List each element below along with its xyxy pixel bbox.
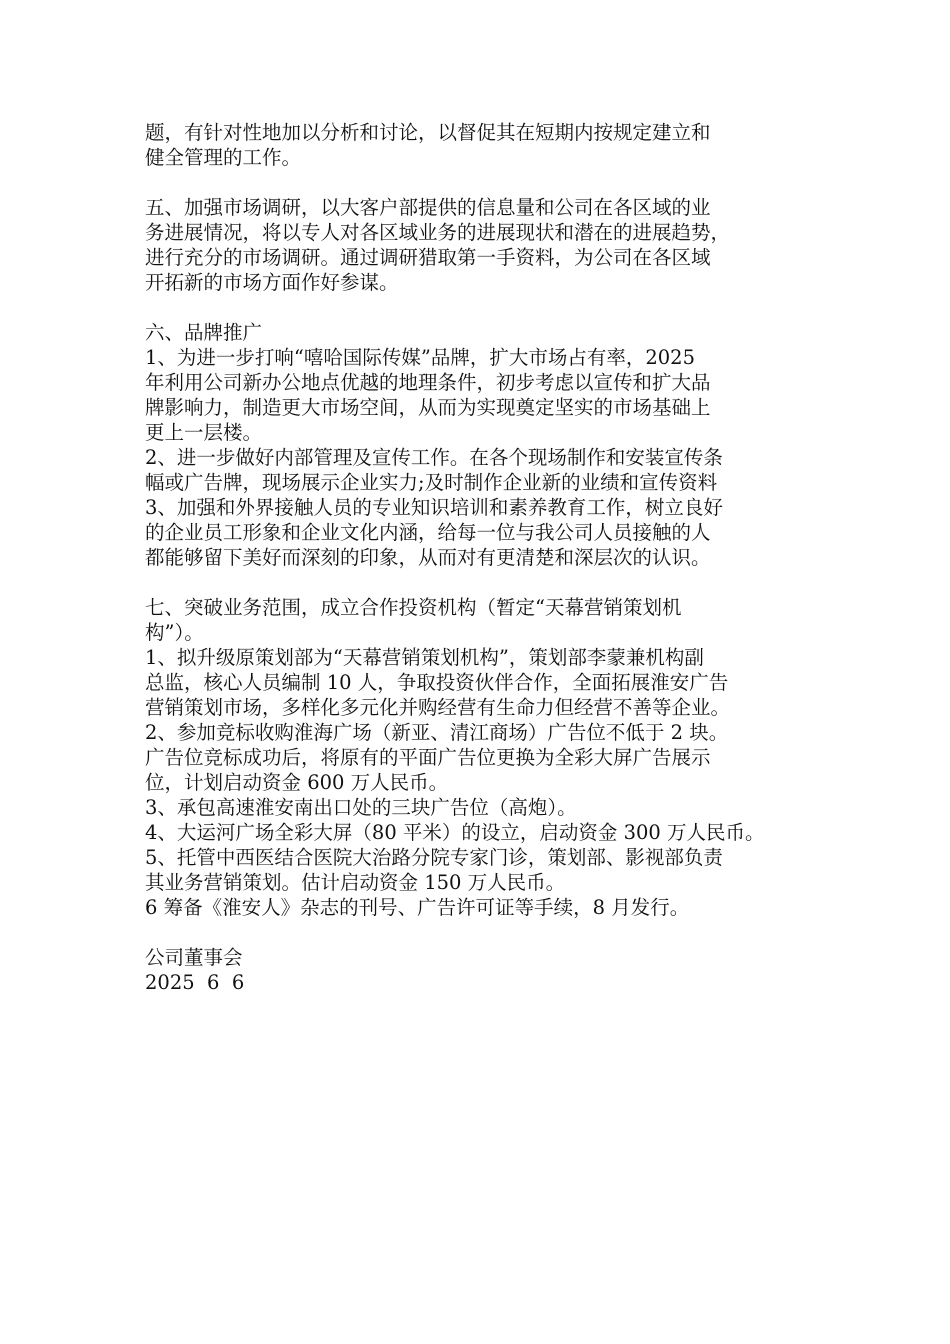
- section-heading: 六、品牌推广: [145, 321, 263, 344]
- text-line: 构”）。: [145, 621, 204, 644]
- text-line: 4、大运河广场全彩大屏（80 平米）的设立，启动资金 300 万人民币。: [145, 821, 765, 844]
- text-line: 进行充分的市场调研。通过调研猎取第一手资料，为公司在各区域: [145, 246, 711, 269]
- text-line: 牌影响力，制造更大市场空间，从而为实现奠定坚实的市场基础上: [145, 396, 711, 419]
- text-line: 更上一层楼。: [145, 421, 263, 444]
- signature-date: 2025 6 6: [145, 971, 245, 994]
- signature-block: [145, 945, 825, 995]
- text-line: 的企业员工形象和企业文化内涵，给每一位与我公司人员接触的人: [145, 521, 711, 544]
- text-line: 6 筹备《淮安人》杂志的刊号、广告许可证等手续，8 月发行。: [145, 896, 690, 919]
- paragraph-brand-promotion: [145, 320, 825, 570]
- text-line: 5、托管中西医结合医院大治路分院专家门诊，策划部、影视部负责: [145, 846, 723, 869]
- text-line: 1、为进一步打响“嘻哈国际传媒”品牌，扩大市场占有率，2025: [145, 346, 695, 369]
- section-heading: 七、突破业务范围，成立合作投资机构（暂定“天幕营销策划机: [145, 596, 682, 619]
- text-line: 营销策划市场，多样化多元化并购经营有生命力但经营不善等企业。: [145, 696, 731, 719]
- paragraph-continuation: [145, 120, 825, 170]
- text-line: 都能够留下美好而深刻的印象，从而对有更清楚和深层次的认识。: [145, 546, 711, 569]
- paragraph-market-research: [145, 195, 825, 295]
- text-line: 务进展情况，将以专人对各区域业务的进展现状和潜在的进展趋势，: [145, 221, 731, 244]
- text-line: 2、进一步做好内部管理及宣传工作。在各个现场制作和安装宣传条: [145, 446, 723, 469]
- text-line: 总监，核心人员编制 10 人，争取投资伙伴合作，全面拓展淮安广告: [145, 671, 729, 694]
- text-line: 3、加强和外界接触人员的专业知识培训和素养教育工作，树立良好: [145, 496, 723, 519]
- text-line: 五、加强市场调研，以大客户部提供的信息量和公司在各区域的业: [145, 196, 711, 219]
- text-line: 位，计划启动资金 600 万人民币。: [145, 771, 449, 794]
- signatory: 公司董事会: [145, 946, 243, 969]
- text-line: 1、拟升级原策划部为“天幕营销策划机构”，策划部李蒙兼机构副: [145, 646, 704, 669]
- text-line: 其业务营销策划。估计启动资金 150 万人民币。: [145, 871, 566, 894]
- text-line: 广告位竞标成功后，将原有的平面广告位更换为全彩大屏广告展示: [145, 746, 711, 769]
- text-line: 幅或广告牌，现场展示企业实力;及时制作企业新的业绩和宣传资料: [145, 471, 718, 494]
- text-line: 2、参加竞标收购淮海广场（新亚、清江商场）广告位不低于 2 块。: [145, 721, 729, 744]
- text-line: 题，有针对性地加以分析和讨论，以督促其在短期内按规定建立和: [145, 121, 711, 144]
- paragraph-business-expansion: [145, 595, 825, 920]
- paragraph-gap: [145, 570, 825, 595]
- paragraph-gap: [145, 920, 825, 945]
- text-line: 3、承包高速淮安南出口处的三块广告位（高炮）。: [145, 796, 577, 819]
- paragraph-gap: [145, 170, 825, 195]
- document-page: [145, 120, 825, 995]
- text-line: 年利用公司新办公地点优越的地理条件，初步考虑以宣传和扩大品: [145, 371, 711, 394]
- text-line: 开拓新的市场方面作好参谋。: [145, 271, 399, 294]
- text-line: 健全管理的工作。: [145, 146, 302, 169]
- paragraph-gap: [145, 295, 825, 320]
